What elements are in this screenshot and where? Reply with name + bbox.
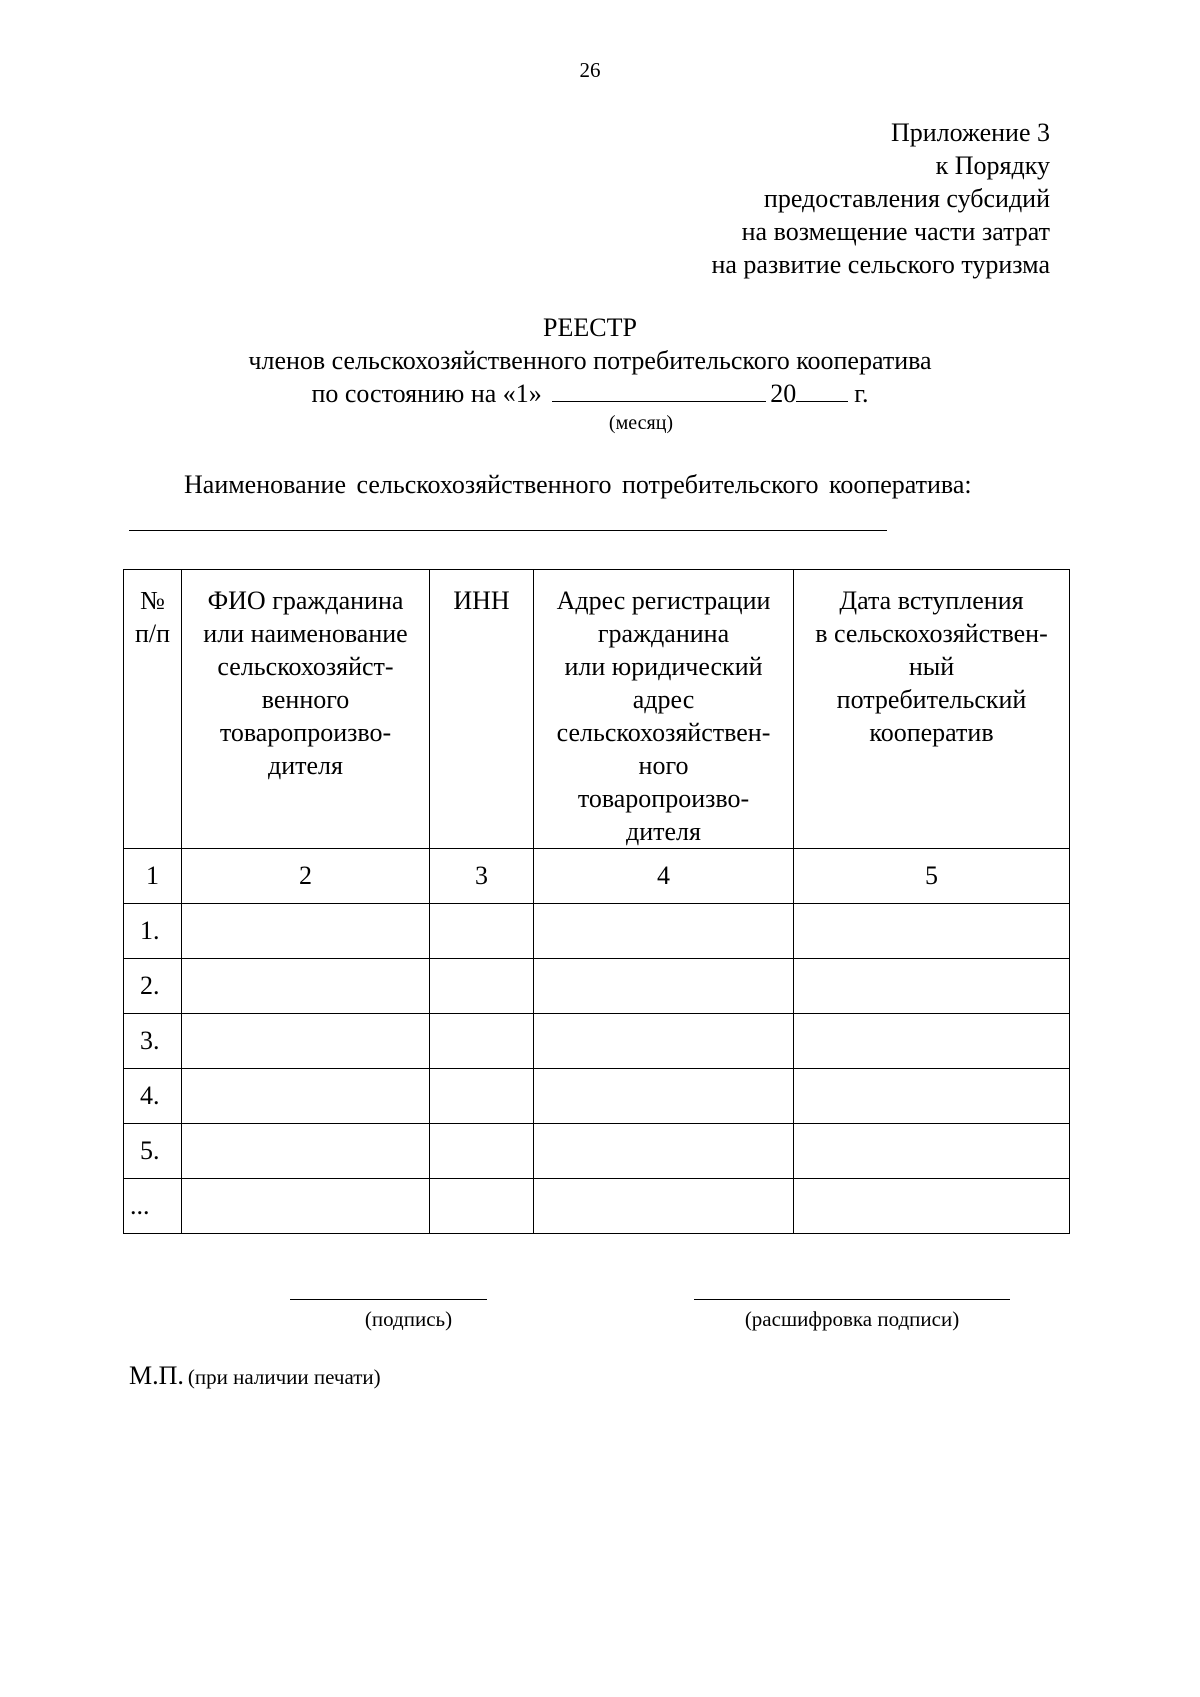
header-text-line: товаропроизво- [577,784,750,813]
cooperative-name-field[interactable] [129,530,887,531]
inn-cell[interactable] [430,1014,534,1069]
title-heading: РЕЕСТР [543,313,637,342]
name-cell[interactable] [182,959,430,1014]
header-text-line: ного [638,751,689,780]
column-number: 3 [430,849,534,904]
date-prefix: по состоянию на «1» [311,379,542,408]
document-title [0,311,1180,410]
year-suffix: г. [854,379,869,408]
header-text-line: ФИО гражданина [207,586,404,615]
stamp-label: М.П. [129,1361,184,1390]
address-cell[interactable] [534,1014,794,1069]
row-number: ... [124,1179,182,1234]
month-field[interactable] [552,377,766,402]
appendix-line: к Порядку [935,151,1050,180]
join-date-cell[interactable] [794,959,1070,1014]
table-row [124,1069,1070,1124]
signature-decoding-field[interactable] [694,1299,1010,1300]
year-field[interactable] [796,377,848,402]
row-number: 2. [124,959,182,1014]
header-text-line: сельскохозяйствен- [556,718,771,747]
header-text-line: в сельскохозяйствен- [815,619,1048,648]
header-text-line: дителя [268,751,343,780]
inn-cell[interactable] [430,1069,534,1124]
header-text-line: товаропроизво- [219,718,392,747]
header-address [534,570,794,849]
name-cell[interactable] [182,1014,430,1069]
cooperative-name-label: Наименование сельскохозяйственного потребительского кооператива: [184,470,972,499]
header-text-line: или юридический [564,652,763,681]
header-text-line: кооператив [869,718,994,747]
header-text-line: сельскохозяйст- [217,652,394,681]
inn-cell[interactable] [430,1179,534,1234]
inn-cell[interactable] [430,904,534,959]
address-cell[interactable] [534,904,794,959]
stamp-place [129,1361,381,1391]
column-number-row [124,849,1070,904]
signature-decoding-caption: (расшифровка подписи) [744,1307,960,1331]
column-number: 5 [794,849,1070,904]
column-number: 2 [182,849,430,904]
signature-caption: (подпись) [364,1307,453,1331]
page-number: 26 [579,58,601,82]
header-text-line: или наименование [203,619,408,648]
signature-field[interactable] [290,1299,487,1300]
header-text-line: ный [908,652,955,681]
header-inn [430,570,534,849]
row-number: 3. [124,1014,182,1069]
header-text-line: венного [261,685,350,714]
header-join-date [794,570,1070,849]
table-row [124,1179,1070,1234]
appendix-line: предоставления субсидий [763,184,1050,213]
join-date-cell[interactable] [794,1124,1070,1179]
column-number: 4 [534,849,794,904]
address-cell[interactable] [534,1179,794,1234]
header-text-line: Дата вступления [839,586,1024,615]
inn-cell[interactable] [430,959,534,1014]
inn-cell[interactable] [430,1124,534,1179]
appendix-line: на возмещение части затрат [741,217,1050,246]
header-name [182,570,430,849]
header-text-line: гражданина [597,619,730,648]
register-table [123,569,1070,1234]
header-text-line: Адрес регистрации [556,586,771,615]
header-text-line: потребительский [836,685,1027,714]
address-cell[interactable] [534,1069,794,1124]
appendix-reference [711,116,1050,281]
join-date-cell[interactable] [794,904,1070,959]
stamp-note: (при наличии печати) [187,1365,381,1389]
row-number: 1. [124,904,182,959]
join-date-cell[interactable] [794,1179,1070,1234]
header-text-line: дителя [626,817,701,846]
name-cell[interactable] [182,904,430,959]
table-header-row [124,570,1070,849]
table-row [124,959,1070,1014]
join-date-cell[interactable] [794,1014,1070,1069]
header-number [124,570,182,849]
appendix-line: Приложение 3 [890,118,1050,147]
table-row [124,1014,1070,1069]
appendix-line: на развитие сельского туризма [711,250,1050,279]
year-prefix: 20 [770,379,797,408]
row-number: 4. [124,1069,182,1124]
title-date-line [0,377,1180,410]
header-text-line: п/п [134,619,171,648]
address-cell[interactable] [534,959,794,1014]
name-cell[interactable] [182,1124,430,1179]
title-subtitle: членов сельскохозяйственного потребительского кооператива [248,346,932,375]
name-cell[interactable] [182,1069,430,1124]
header-text-line: № [140,586,165,615]
month-caption: (месяц) [608,412,674,434]
table-row [124,904,1070,959]
header-text-line: адрес [632,685,695,714]
header-text-line: ИНН [453,586,510,615]
row-number: 5. [124,1124,182,1179]
join-date-cell[interactable] [794,1069,1070,1124]
address-cell[interactable] [534,1124,794,1179]
column-number: 1 [124,849,182,904]
table-row [124,1124,1070,1179]
name-cell[interactable] [182,1179,430,1234]
